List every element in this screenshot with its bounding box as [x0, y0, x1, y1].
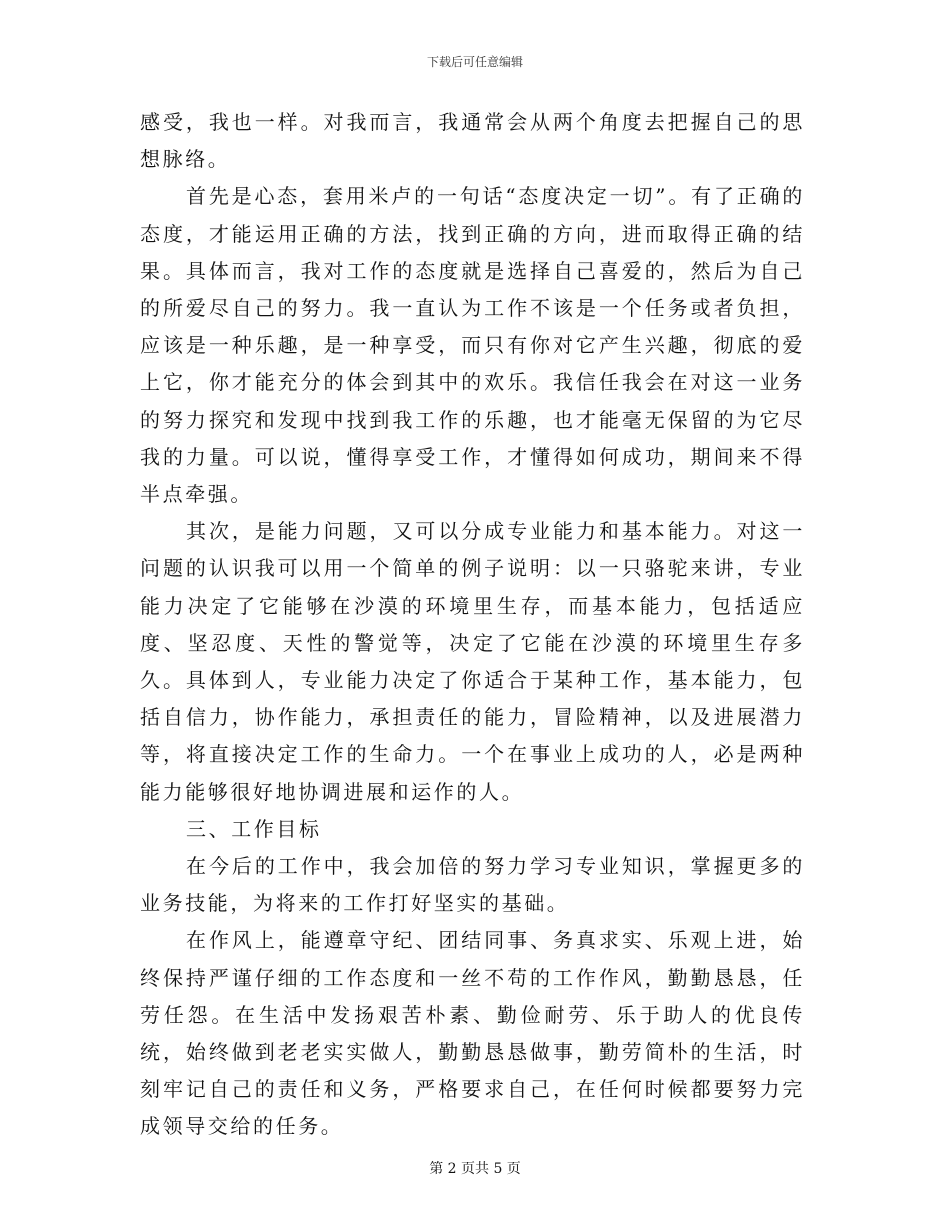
document-body — [140, 104, 805, 1146]
page-footer: 第 2 页共 5 页 — [429, 1161, 521, 1177]
section-heading: 三、工作目标 — [186, 816, 322, 841]
paragraph-3: 其次，是能力问题，又可以分成专业能力和基本能力。对这一问题的认识我可以用一个简单的例子说明：以一只骆驼来讲，专业能力决定了它能够在沙漠的环境里生存，而基本能力，包括适应度、坚忍度、天性的警觉等，决定了它能在沙漠的环境里生存多久。具体到人，专业能力决定了你适合于某种工作，基本能力，包括自信力，协作能力，承担责任的能力，冒险精神，以及进展潜力等，将直接决定工作的生命力。一个在事业上成功的人，必是两种能力能够很好地协调进展和运作的人。 — [140, 519, 805, 804]
paragraph-2: 首先是心态，套用米卢的一句话“态度决定一切”。有了正确的态度，才能运用正确的方法，找到正确的方向，进而取得正确的结果。具体而言，我对工作的态度就是选择自己喜爱的，然后为自己的所爱尽自己的努力。我一直认为工作不该是一个任务或者负担，应该是一种乐趣，是一种享受，而只有你对它产生兴趣，彻底的爱上它，你才能充分的体会到其中的欢乐。我信任我会在对这一业务的努力探究和发现中找到我工作的乐趣，也才能毫无保留的为它尽我的力量。可以说，懂得享受工作，才懂得如何成功，期间来不得半点牵强。 — [140, 184, 805, 507]
paragraph-5: 在作风上，能遵章守纪、团结同事、务真求实、乐观上进，始终保持严谨仔细的工作态度和一丝不苟的工作作风，勤勤恳恳，任劳任怨。在生活中发扬艰苦朴素、勤俭耐劳、乐于助人的优良传统，始终做到老老实实做人，勤勤恳恳做事，勤劳简朴的生活，时刻牢记自己的责任和义务，严格要求自己，在任何时候都要努力完成领导交给的任务。 — [140, 928, 805, 1139]
paragraph-1: 感受，我也一样。对我而言，我通常会从两个角度去把握自己的思想脉络。 — [140, 110, 805, 172]
paragraph-4: 在今后的工作中，我会加倍的努力学习专业知识，掌握更多的业务技能，为将来的工作打好坚实的基础。 — [140, 854, 805, 916]
page-header: 下载后可任意编辑 — [426, 55, 523, 69]
